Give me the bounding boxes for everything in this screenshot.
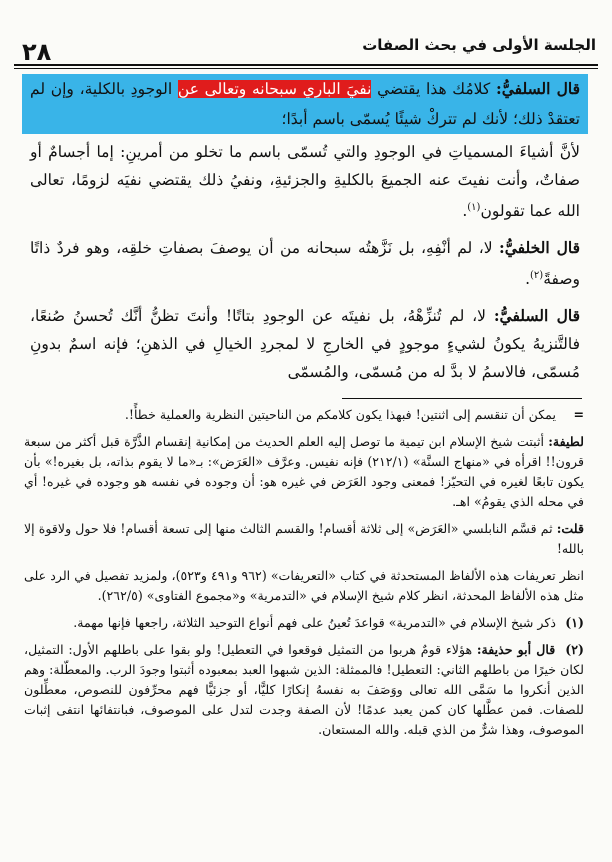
highlighted-passage (22, 74, 588, 134)
footnote-2-mark: (٢) (565, 642, 584, 657)
speaker-salafi: قال السلفيُّ: (495, 79, 580, 98)
paragraph-2-text: لا، لم أنْفِهِ، بل نَزَّهتُه سبحانه من أن يوصفَ بصفاتِ خلقِه، وهو فردٌ ذاتًا وصفةً (30, 239, 580, 289)
paragraph-1: لأنَّ أشياءَ المسمياتِ في الوجودِ والتي تُسمّى باسم ما تخلو من أمرينِ: إما أجسامٌ أو صفاتٌ، وأنت نفيتَ عنه الجميعَ بالكليةِ والجزئيةِ، ونفيُ ذلك يقتضي نفيَه لزومًا، تعالى الله عما تقولون$^{(١)}$. (30, 143, 580, 221)
highlight-text-start: كلامُك هذا يقتضي (377, 80, 491, 98)
latifa-label: لطيفة: (548, 434, 584, 449)
footnote-references (24, 566, 584, 606)
header-rule (14, 64, 598, 66)
red-highlight: نفيَ الباري سبحانه وتعالى عن (177, 80, 372, 98)
footnote-qult (24, 519, 584, 559)
highlight-text-end: الوجودِ بالكلية، وإن لم تعتقدْ ذلك؛ لأنك لم تتركْ شيئًا يُسمّى باسم أبدًا؛ (30, 80, 580, 128)
references-text: انظر تعريفات هذه الألفاظ المستحدثة في كتاب «التعريفات» (٩٦٢ و٤٩١ و٥٢٣)، ولمزيد تفصيل في الرد على مثل هذه الألفاظ المحدثة، انظر كلام شيخ الإسلام في «التدمرية» و«مجموع الفتاوى» (٢٦٢/٥). (24, 568, 584, 603)
footnote-ref-2[interactable]: (٢) (530, 270, 544, 282)
footnote-2-label: قال أبو حذيفة: (476, 642, 556, 657)
paragraph-3-text: لا، لم تُنزِّهْهُ، بل نفيتَه عن الوجودِ بتاتًا! وأنتَ تظنُّ أنَّك تُحسنُ صُنعًا، فالتَّنزيهُ يكونُ لشيءٍ موجودٍ في الخارجِ لا لمجردِ الخيالِ في الذهنِ؛ فإنه اسمٌ بدونِ مُسمّى، فالاسمُ لا بدَّ له من مُسمّى، والمُسمّى (30, 307, 580, 382)
continuation-text: يمكن أن تنقسم إلى اثنتين! فبهذا يكون كلامكم من الناحيتين النظرية والعملية خطأً!. (124, 407, 556, 422)
footnotes (24, 405, 584, 747)
speaker-khalafi: قال الخلفيُّ: (499, 238, 580, 258)
continuation-mark: = (573, 407, 584, 422)
qult-label: قلت: (556, 521, 584, 536)
latifa-text: أثبتت شيخ الإسلام ابن تيمية ما توصل إليه العلم الحديث من إمكانية إنقسام الذَّرَّة قبل أكثر من سبعة قرون!! اقرأه في «منهاج السنَّة» (٢١٢/١) فإنه نفيس. وعرَّف «العَرَض»: بـ«ما لا يقوم بذاته، بل بغيره!» بأن يكون تابعًا لغيره في التحيّز! فمعنى وجود العَرَض في غيره هو: أن وجوده في نفسه هو وجوده في غيره! أي في محله الذي يقومُ» اهـ. (24, 434, 584, 509)
qult-text: ثم قسَّم النابلسي «العَرَض» إلى ثلاثة أقسام! والقسم الثالث منها إلى تسعة أقسام! فلا حول ولاقوة إلا بالله! (24, 521, 584, 556)
footnote-separator (342, 398, 582, 399)
footnote-1 (24, 613, 584, 633)
footnote-latifa (24, 432, 584, 512)
paragraph-2: قال الخلفيُّ: لا، لم أنْفِهِ، بل نَزَّهتُه سبحانه من أن يوصفَ بصفاتِ خلقِه، وهو فردٌ ذاتًا وصفةً$^{(٢)}$. (30, 238, 580, 289)
speaker-salafi-2: قال السلفيُّ: (493, 306, 580, 326)
footnote-1-text: ذكر شيخ الإسلام في «التدمرية» قواعدَ تُعينُ على فهم أنواع التوحيد الثلاثة، راجعها فإنها مهمة. (73, 615, 556, 630)
paragraph-1-text: لأنَّ أشياءَ المسمياتِ في الوجودِ والتي تُسمّى باسم ما تخلو من أمرينِ: إما أجسامٌ أو صفاتٌ، وأنت نفيتَ عنه الجميعَ بالكليةِ والجزئيةِ، ونفيُ ذلك يقتضي نفيَه لزومًا، تعالى الله عما تقولون (30, 143, 580, 221)
running-title: الجلسة الأولى في بحث الصفات (362, 36, 596, 54)
footnote-2-text: هؤلاء قومٌ هربوا من التمثيل فوقعوا في التعطيل! ولو بقوا على باطلهم الأول: التمثيل، لكان خيرًا من باطلهم الثاني: التعطيل! فالممثلة: الذين شبهوا العبد بمعبوده أثبتوا وجودَ الرب. والمعطّلة: وهم الذين أنكروا ما سَمَّى الله تعالى ووَصَفَ به نفسهُ إنكارًا كليًّا، أو جزئيًّا فهم محرِّفون للنصوص، معطِّلون للصفات. فمن عطَّلها كان كمن يعبد عدمًا! لأن الصفة وجدت لتدل على الموصوف، فبانتفائها انتفى إثبات الموصوف، وهذا شرٌّ من الذي قبله. والله المستعان. (24, 642, 584, 737)
page-header (14, 22, 598, 68)
header-rule-thin (14, 68, 598, 69)
footnote-continuation (24, 405, 584, 425)
main-text (30, 74, 580, 395)
page-number: ٢٨ (22, 38, 52, 66)
paragraph-3 (30, 302, 580, 386)
footnote-1-mark: (١) (565, 615, 584, 630)
footnote-ref-1[interactable]: (١) (467, 202, 481, 213)
footnote-2 (24, 640, 584, 740)
